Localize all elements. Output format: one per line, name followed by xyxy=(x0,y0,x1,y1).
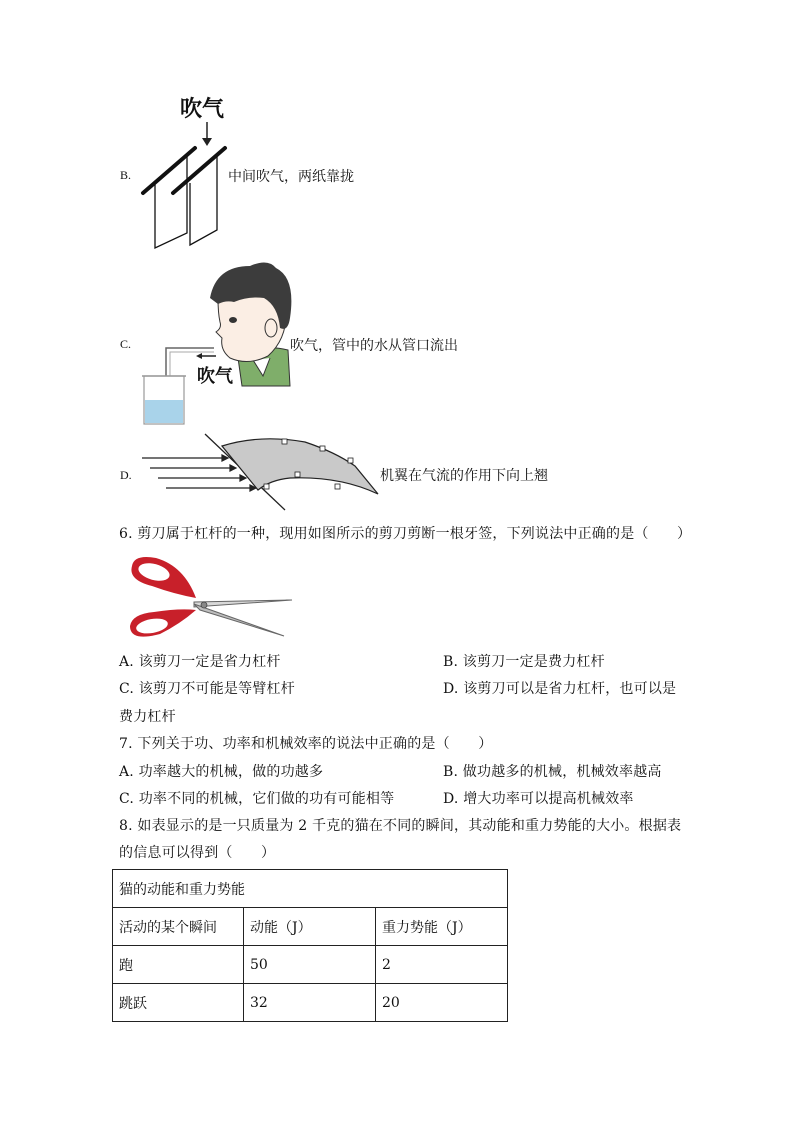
two-papers-figure xyxy=(135,118,235,248)
table-header-row xyxy=(113,908,508,946)
scissors-figure xyxy=(124,554,294,644)
q7-option-d: D. 增大功率可以提高机械效率 xyxy=(443,791,634,807)
option-d-caption: 机翼在气流的作用下向上翘 xyxy=(380,468,548,484)
q6-option-d-continued: 费力杠杆 xyxy=(119,709,176,725)
option-b-caption: 中间吹气，两纸靠拢 xyxy=(228,169,354,185)
q7-stem: 7. 下列关于功、功率和机械效率的说法中正确的是（ ） xyxy=(119,736,493,752)
table-header: 活动的某个瞬间 xyxy=(113,908,244,946)
option-c-caption: 吹气，管中的水从管口流出 xyxy=(290,338,458,354)
q7-option-b: B. 做功越多的机械，机械效率越高 xyxy=(443,764,662,780)
table-row xyxy=(113,946,508,984)
q8-stem-line2: 的信息可以得到（ ） xyxy=(119,845,276,861)
table-header: 动能（J） xyxy=(244,908,376,946)
table-cell: 2 xyxy=(376,946,508,984)
option-b-letter: B. xyxy=(120,168,132,182)
wing-airflow-figure xyxy=(140,432,390,512)
q6-stem: 6. 剪刀属于杠杆的一种，现用如图所示的剪刀剪断一根牙签，下列说法中正确的是（ ） xyxy=(119,526,692,542)
option-c-blow-label: 吹气 xyxy=(197,366,233,387)
q8-stem-line1: 8. 如表显示的是一只质量为 2 千克的猫在不同的瞬间，其动能和重力势能的大小。根据表 xyxy=(119,818,682,834)
table-cell: 跳跃 xyxy=(113,984,244,1022)
table-cell: 32 xyxy=(244,984,376,1022)
table-title: 猫的动能和重力势能 xyxy=(113,870,508,908)
boy-blowing-figure xyxy=(138,258,298,428)
q6-option-c: C. 该剪刀不可能是等臂杠杆 xyxy=(119,681,295,697)
q7-option-a: A. 功率越大的机械，做的功越多 xyxy=(119,764,324,780)
table-row xyxy=(113,984,508,1022)
table-cell: 20 xyxy=(376,984,508,1022)
q7-option-c: C. 功率不同的机械，它们做的功有可能相等 xyxy=(119,791,395,807)
table-cell: 50 xyxy=(244,946,376,984)
table-cell: 跑 xyxy=(113,946,244,984)
q6-option-d: D. 该剪刀可以是省力杠杆，也可以是 xyxy=(443,681,677,697)
option-b-blow-label: 吹气 xyxy=(180,97,225,122)
q6-option-a: A. 该剪刀一定是省力杠杆 xyxy=(119,654,281,670)
table-title-row xyxy=(113,870,508,908)
table-header: 重力势能（J） xyxy=(376,908,508,946)
q6-option-b: B. 该剪刀一定是费力杠杆 xyxy=(443,654,605,670)
option-d-letter: D. xyxy=(120,468,132,482)
option-c-letter: C. xyxy=(120,337,132,351)
cat-energy-table xyxy=(112,869,508,1022)
